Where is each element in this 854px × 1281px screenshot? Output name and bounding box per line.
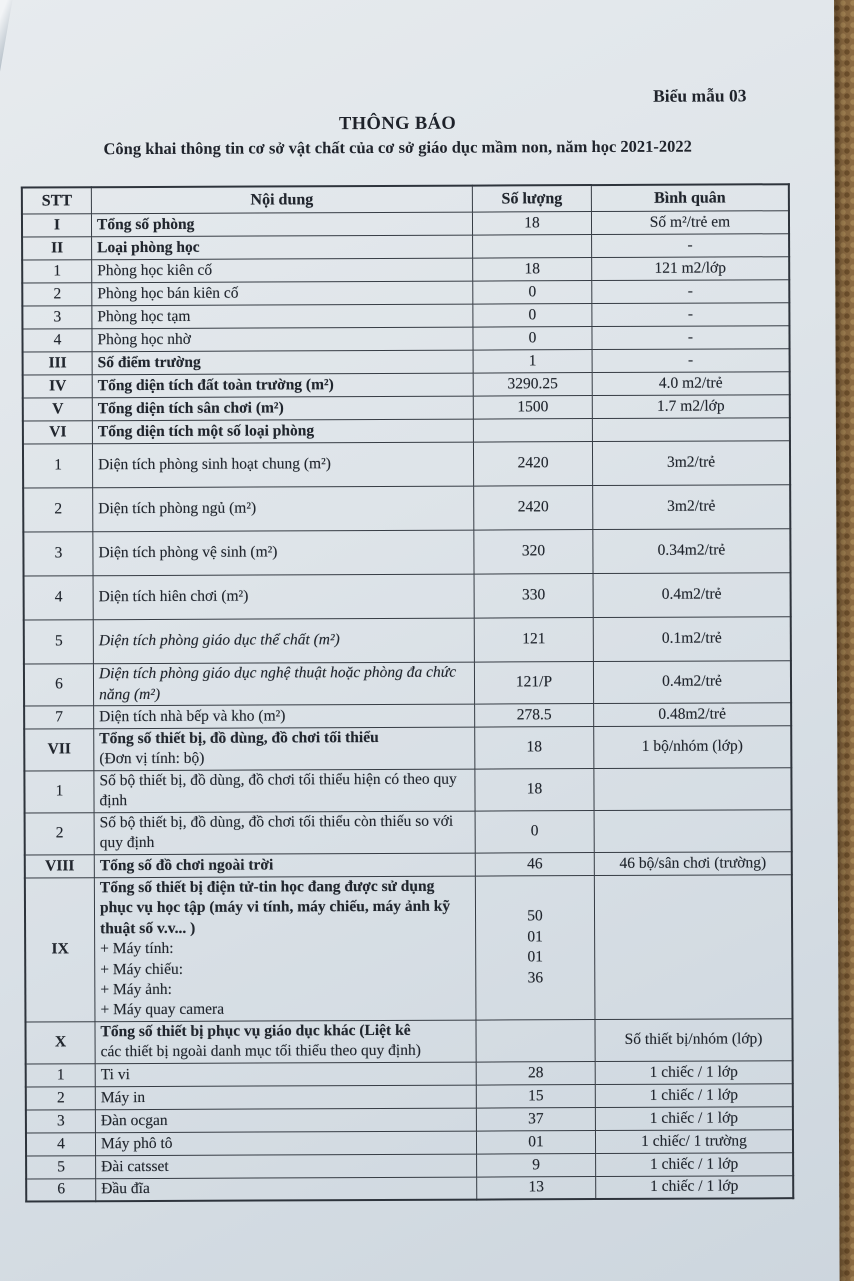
content-line: Ti vi <box>100 1065 130 1083</box>
cell-quantity <box>473 419 592 443</box>
cell-average: 121 m2/lớp <box>592 257 790 281</box>
table-row <box>23 349 790 375</box>
content-line: Đài catsset <box>101 1157 169 1175</box>
cell-stt: 1 <box>26 1064 96 1087</box>
cell-average: 1.7 m2/lớp <box>592 395 790 419</box>
cell-quantity <box>475 768 594 810</box>
cell-quantity <box>473 304 592 328</box>
quantity-value: 2420 <box>517 498 549 516</box>
cell-stt: VI <box>23 421 93 444</box>
table-row <box>23 395 790 421</box>
cell-average: 3m2/trẻ <box>592 441 790 486</box>
cell-stt: IV <box>23 375 93 398</box>
cell-quantity <box>475 727 594 769</box>
cell-content <box>92 396 473 421</box>
cell-stt: VIII <box>25 854 95 877</box>
table-row <box>24 617 791 664</box>
cell-quantity <box>476 1061 595 1085</box>
cell-content <box>93 530 474 576</box>
cell-average: 1 chiếc / 1 lớp <box>595 1084 793 1108</box>
document-title: THÔNG BÁO <box>338 113 457 135</box>
cell-quantity <box>475 852 594 876</box>
cell-average: - <box>592 280 790 304</box>
table-row <box>22 326 789 352</box>
quantity-value: 1500 <box>517 398 549 416</box>
table-header-row <box>22 184 789 214</box>
cell-quantity <box>473 281 592 305</box>
quantity-value: 320 <box>521 542 546 560</box>
cell-quantity <box>476 1084 595 1108</box>
content-line: (Đơn vị tính: bộ) <box>99 750 205 768</box>
quantity-value: 2420 <box>517 454 549 472</box>
cell-content <box>92 235 473 260</box>
cell-content <box>95 1020 476 1064</box>
table-row <box>23 441 790 488</box>
content-line: Diện tích nhà bếp và kho (m²) <box>99 707 286 725</box>
content-line: + Máy ảnh: <box>100 980 172 999</box>
content-line: Phòng học tạm <box>97 307 191 326</box>
cell-content <box>93 662 474 706</box>
cell-average: 0.4m2/trẻ <box>593 573 791 618</box>
quantity-value: 15 <box>528 1086 544 1104</box>
cell-average: 1 chiếc / 1 lớp <box>596 1176 794 1200</box>
cell-quantity <box>476 1130 595 1154</box>
header-content: Nội dung <box>91 186 472 214</box>
cell-content <box>92 258 473 283</box>
table-row <box>26 1176 793 1202</box>
content-line: Tổng số đồ chơi ngoài trời <box>99 855 274 874</box>
content-line: Tổng diện tích một số loại phòng <box>97 422 315 441</box>
content-line: Số điểm trường <box>97 353 201 372</box>
content-line: Loại phòng học <box>97 238 200 257</box>
content-line: Phòng học bán kiên cố <box>97 284 239 303</box>
cell-average: 1 chiếc/ 1 trường <box>595 1130 793 1154</box>
cell-quantity <box>474 618 593 663</box>
quantity-value: 18 <box>524 260 540 278</box>
quantity-value: 37 <box>528 1109 544 1127</box>
cell-content <box>94 811 475 855</box>
cell-quantity <box>475 704 594 728</box>
cell-average: - <box>592 234 790 258</box>
quantity-value: 36 <box>527 969 544 987</box>
cell-stt: 3 <box>26 1110 96 1133</box>
cell-content <box>92 373 473 398</box>
cell-content <box>93 574 474 620</box>
content-line: Tổng số thiết bị, đồ dùng, đồ chơi tối thiểu <box>99 729 379 748</box>
facilities-table <box>21 183 794 1203</box>
content-line: Diện tích hiên chơi (m²) <box>98 587 249 606</box>
cell-average: 0.48m2/trẻ <box>594 703 792 727</box>
table-row <box>26 1084 793 1110</box>
quantity-value: 3290.25 <box>507 375 558 393</box>
table-row <box>25 810 792 855</box>
cell-content <box>94 769 475 813</box>
cell-stt: 6 <box>26 1179 96 1202</box>
table-row <box>23 372 790 398</box>
cell-quantity <box>474 530 593 575</box>
cell-average <box>594 810 792 853</box>
table-row <box>24 726 791 771</box>
quantity-value: 01 <box>527 928 543 946</box>
cell-quantity <box>476 1107 595 1131</box>
cell-content <box>94 853 475 878</box>
content-line: + Máy chiếu: <box>100 960 184 978</box>
table-row <box>23 485 790 532</box>
cell-content <box>94 704 475 729</box>
table-row <box>26 1153 793 1179</box>
cell-content <box>92 419 473 444</box>
cell-average: 1 chiếc / 1 lớp <box>596 1153 794 1177</box>
document-subtitle: Công khai thông tin cơ sở vật chất của cơ sở giáo dục mầm non, năm học 2021-2022 <box>103 136 692 159</box>
table-row <box>25 874 793 1022</box>
cell-content <box>94 876 476 1022</box>
quantity-value: 46 <box>527 854 543 872</box>
quantity-value: 121 <box>522 630 546 648</box>
page-corner-fold <box>0 0 27 115</box>
table-row <box>22 303 789 329</box>
cell-stt: 6 <box>24 664 94 706</box>
quantity-value: 9 <box>532 1155 541 1173</box>
cell-stt: 7 <box>24 706 94 729</box>
table-row <box>24 573 791 620</box>
table-row <box>25 851 792 877</box>
cell-average <box>592 418 790 442</box>
cell-content <box>95 1085 476 1110</box>
cell-average: - <box>592 326 790 350</box>
cell-average: 1 chiếc / 1 lớp <box>595 1107 793 1131</box>
quantity-value: 18 <box>526 780 543 798</box>
table-row <box>22 280 789 306</box>
content-line: các thiết bị ngoài danh mục tối thiểu theo quy định) <box>100 1042 421 1061</box>
cell-content <box>96 1154 477 1179</box>
content-line: + Máy tính: <box>100 939 174 958</box>
table-row <box>25 1019 792 1064</box>
quantity-value: 18 <box>524 214 540 232</box>
content-line: Máy in <box>100 1088 146 1106</box>
content-line: Phòng học kiên cố <box>97 261 213 280</box>
cell-stt: 1 <box>24 771 94 813</box>
cell-average: 3m2/trẻ <box>593 485 791 530</box>
quantity-value: 18 <box>526 738 543 756</box>
cell-quantity <box>474 662 593 704</box>
content-line: + Máy quay camera <box>100 1001 225 1019</box>
content-line: Phòng học nhờ <box>97 330 191 349</box>
cell-quantity <box>473 350 592 374</box>
quantity-value: 0 <box>528 329 537 347</box>
cell-stt: 3 <box>23 532 93 576</box>
quantity-value: 0 <box>528 306 537 324</box>
cell-stt: 2 <box>22 283 92 306</box>
cell-content <box>92 281 473 306</box>
table-row <box>26 1061 793 1087</box>
content-line: Tổng số phòng <box>96 215 195 234</box>
cell-content <box>93 618 474 664</box>
cell-average: 46 bộ/sân chơi (trường) <box>594 851 792 875</box>
table-header <box>22 184 789 214</box>
content-line: Số bộ thiết bị, đồ dùng, đồ chơi tối thiểu còn thiếu so với quy định <box>99 812 454 852</box>
cell-quantity <box>473 442 592 487</box>
cell-content <box>95 1062 476 1087</box>
cell-content <box>92 442 473 488</box>
cell-stt: 2 <box>26 1087 96 1110</box>
content-line: Diện tích phòng sinh hoạt chung (m²) <box>98 455 331 474</box>
content-line: Diện tích phòng giáo dục thể chất (m²) <box>98 631 340 650</box>
cell-average: Số thiết bị/nhóm (lớp) <box>595 1019 793 1062</box>
content-line: Diện tích phòng vệ sinh (m²) <box>98 543 278 562</box>
table-row <box>26 1130 793 1156</box>
cell-stt: 4 <box>26 1133 96 1156</box>
quantity-value: 1 <box>528 352 537 370</box>
cell-quantity <box>474 486 593 531</box>
cell-content <box>92 304 473 329</box>
content-line: Tổng diện tích sân chơi (m²) <box>97 399 284 418</box>
cell-stt: VII <box>24 729 94 771</box>
cell-quantity <box>475 875 595 1020</box>
content-line: Tổng số thiết bị điện tử-tin học đang được sử dụng phục vụ học tập (máy vi tính, máy chiếu, máy ảnh kỹ thuật số v.v... ) <box>99 877 451 937</box>
content-line: Đàn ocgan <box>100 1111 168 1129</box>
cell-content <box>96 1177 477 1202</box>
quantity-value: 121/P <box>515 673 553 691</box>
content-line: Đầu đĩa <box>101 1180 150 1198</box>
cell-average: 0.4m2/trẻ <box>593 661 791 704</box>
quantity-value: 50 <box>527 907 543 925</box>
cell-stt: X <box>25 1022 95 1064</box>
cell-average: 0.34m2/trẻ <box>593 529 791 574</box>
quantity-value: 28 <box>527 1063 544 1081</box>
cell-content <box>94 727 475 771</box>
cell-stt: 1 <box>22 260 92 283</box>
header-quantity: Số lượng <box>472 185 591 212</box>
cell-quantity <box>477 1176 596 1200</box>
quantity-value: 278.5 <box>516 706 552 724</box>
cell-stt: V <box>23 398 93 421</box>
cell-stt: 1 <box>23 444 93 488</box>
cell-stt: 5 <box>26 1156 96 1179</box>
content-line: Tổng số thiết bị phục vụ giáo dục khác (Liệt kê <box>100 1021 411 1041</box>
cell-average: 4.0 m2/trẻ <box>592 372 790 396</box>
cell-stt: I <box>22 214 92 237</box>
cell-content <box>95 1131 476 1156</box>
header-average: Bình quân <box>591 184 789 211</box>
cell-content <box>91 212 472 237</box>
cell-average: 0.1m2/trẻ <box>593 617 791 662</box>
cell-content <box>93 486 474 532</box>
cell-quantity <box>473 235 592 259</box>
cell-average: 1 bộ/nhóm (lớp) <box>594 726 792 769</box>
quantity-value: 330 <box>521 586 546 604</box>
quantity-value: 0 <box>530 822 539 840</box>
form-label: Biểu mẫu 03 <box>653 85 747 106</box>
cell-stt: IX <box>25 877 95 1021</box>
cell-stt: II <box>22 237 92 260</box>
table-row <box>24 768 791 813</box>
quantity-value: 13 <box>528 1178 544 1196</box>
content-line: Tổng diện tích đất toàn trường (m²) <box>97 376 334 395</box>
table-row <box>24 703 791 729</box>
cell-quantity <box>473 373 592 397</box>
table-row <box>22 211 789 237</box>
cell-quantity <box>472 212 591 236</box>
cell-average: 1 chiếc / 1 lớp <box>595 1061 793 1085</box>
cell-average: - <box>592 303 790 327</box>
content-line: Diện tích phòng ngủ (m²) <box>98 499 257 518</box>
cell-quantity <box>473 258 592 282</box>
content-line: Số bộ thiết bị, đồ dùng, đồ chơi tối thiểu hiện có theo quy định <box>99 770 457 810</box>
cell-quantity <box>474 574 593 619</box>
quantity-value: 01 <box>527 948 543 966</box>
cell-average: Số m²/trẻ em <box>591 211 789 235</box>
table-row <box>24 661 791 706</box>
cell-quantity <box>476 1019 595 1061</box>
cell-stt: 5 <box>24 620 94 664</box>
cell-stt: III <box>23 352 93 375</box>
cell-stt: 4 <box>24 576 94 620</box>
cell-content <box>92 327 473 352</box>
content-line: Máy phô tô <box>100 1134 173 1152</box>
cell-content <box>92 350 473 375</box>
cell-quantity <box>475 810 594 852</box>
cell-average: - <box>592 349 790 373</box>
cell-content <box>95 1108 476 1133</box>
table-row <box>22 257 789 283</box>
table-row <box>23 529 790 576</box>
header-stt: STT <box>22 187 92 214</box>
table-body <box>22 211 793 1202</box>
cell-average <box>594 768 792 811</box>
quantity-value: 01 <box>528 1132 544 1150</box>
cell-average <box>594 874 792 1019</box>
cell-quantity <box>473 396 592 420</box>
content-line: Diện tích phòng giáo dục nghệ thuật hoặc phòng đa chức năng (m²) <box>98 663 457 703</box>
cell-quantity <box>473 327 592 351</box>
table-row <box>23 418 790 444</box>
table-row <box>26 1107 793 1133</box>
cell-stt: 2 <box>25 813 95 855</box>
quantity-value: 0 <box>528 283 537 301</box>
cell-stt: 4 <box>22 329 92 352</box>
cell-quantity <box>477 1153 596 1177</box>
cell-stt: 2 <box>23 488 93 532</box>
table-row <box>22 234 789 260</box>
cell-stt: 3 <box>22 306 92 329</box>
